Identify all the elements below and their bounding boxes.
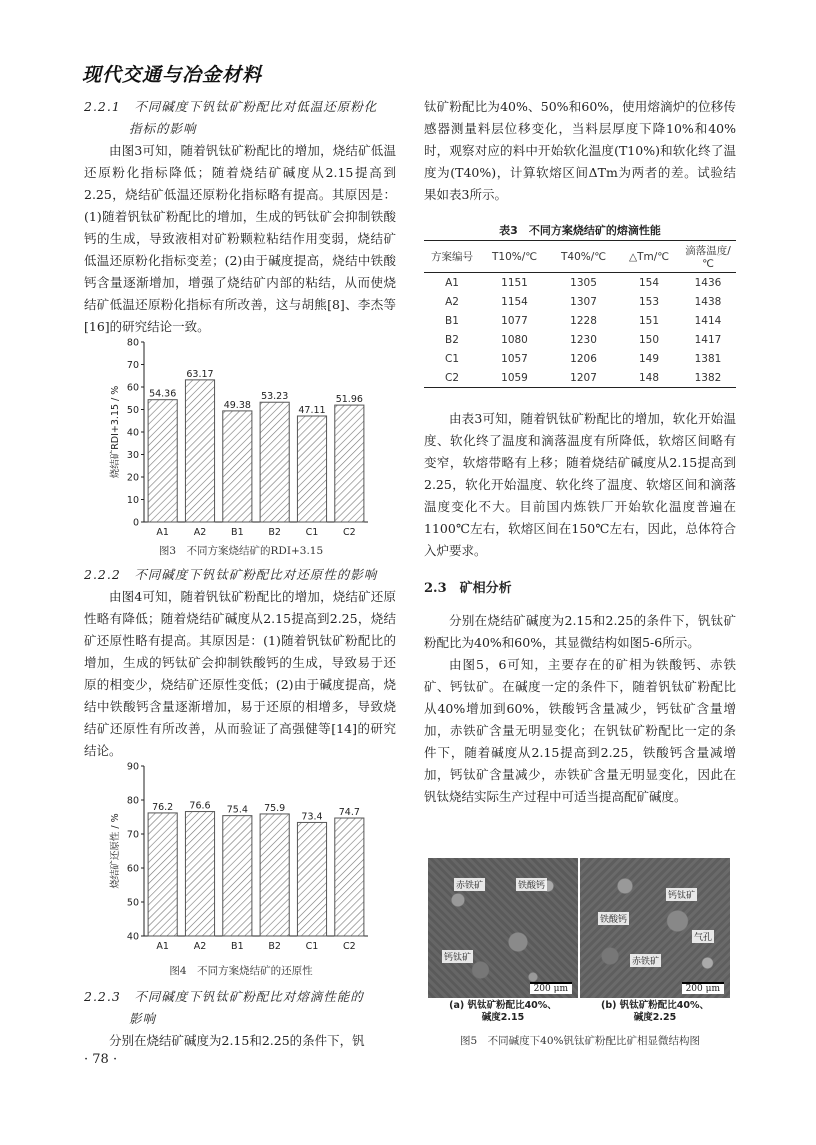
fig5-caption: 图5 不同碱度下40%钒钛矿粉配比矿相显微结构图 (459, 1035, 701, 1047)
table-cell: 1207 (549, 368, 618, 388)
table-cell: 148 (618, 368, 680, 388)
fig5-figure (428, 858, 730, 1026)
label-a-ferrite: 铁酸钙 (516, 878, 547, 891)
table-cell: 154 (639, 276, 660, 289)
table-3-title: 表3 不同方案烧结矿的熔滴性能 (499, 224, 661, 237)
table-row (424, 368, 736, 388)
label-a-hematite: 赤铁矿 (454, 878, 485, 891)
x-tick-label: A1 (156, 527, 169, 538)
section-2-2-1-title-cont: 指标的影响 (129, 121, 197, 136)
y-tick-label: 50 (126, 405, 139, 416)
bar (223, 816, 252, 936)
subcaption-b-line1: (b) 钒钛矿粉配比40%、 (600, 1000, 710, 1011)
y-axis-label: 烧结矿RDI+3.15 / % (110, 385, 121, 479)
y-tick-label: 0 (132, 517, 139, 529)
micrograph-b (580, 858, 730, 998)
scale-bar-b: 200 μm (682, 982, 724, 994)
x-tick-label: A2 (193, 941, 207, 952)
table-cell: 1436 (694, 276, 722, 289)
table-cell: A2 (445, 295, 459, 308)
section-2-2-3-paragraph: 分别在烧结矿碱度为2.15和2.25的条件下，钒 (109, 1033, 365, 1048)
subcaption-b-line2: 碱度2.25 (633, 1012, 677, 1023)
bar (335, 405, 364, 522)
scale-bar-a: 200 μm (530, 982, 572, 994)
page-number: · 78 · (84, 1052, 118, 1067)
table-cell: 151 (639, 314, 660, 327)
table-cell: B2 (445, 333, 459, 346)
table-row (424, 311, 736, 330)
data-label: 76.2 (152, 801, 174, 813)
fig3-caption: 图3 不同方案烧结矿的RDI+3.15 (158, 545, 324, 557)
bar (148, 400, 177, 522)
table-cell: 1417 (694, 333, 722, 346)
table-cell: 1057 (501, 352, 528, 365)
right-column-2 (424, 408, 736, 808)
table-row (424, 349, 736, 368)
left-column-2 (84, 564, 396, 762)
data-label: 54.36 (149, 388, 177, 400)
right-paragraph-4: 由图5，6可知，主要存在的矿相为铁酸钙、赤铁矿、钙钛矿。在碱度一定的条件下，随着钒钛矿粉配比从40%增加到60%，铁酸钙含量减少，钙钛矿含量增加，赤铁矿含量无明显变化；在钒钛矿粉配比一定的条件下，随着碱度从2.15提高到2.25，铁酸钙含量减增加，钙钛矿含量减少，赤铁矿含量无明显变化，因此在钒钛烧结实际生产过程中可适当提高配矿碱度。 (424, 657, 736, 804)
table-cell: 1059 (480, 368, 549, 388)
y-tick-label: 60 (126, 382, 139, 394)
table-cell: 1151 (501, 276, 528, 289)
y-tick-label: 70 (126, 829, 139, 841)
section-2-2-2-paragraph: 由图4可知，随着钒钛矿粉配比的增加，烧结矿还原性略有降低；随着烧结矿碱度从2.15提高到2.25，烧结矿还原性略有提高。其原因是：(1)随着钒钛矿粉配比的增加，生成的钙钛矿会抑制铁酸钙的生成，导致易于还原的相变少，烧结矿还原性变低；(2)由于碱度提高，烧结中铁酸钙含量逐渐增加，易于还原的相增多，导致烧结矿还原性有所改善，从而验证了高强健等[14]的研究结论。 (84, 589, 396, 758)
subcaption-b (580, 1000, 730, 1024)
table-cell: 1305 (570, 276, 597, 289)
x-tick-label: A1 (156, 941, 169, 952)
data-label: 76.6 (189, 800, 211, 812)
table-cell: 1230 (570, 333, 597, 346)
y-tick-label: 30 (126, 450, 139, 461)
x-tick-label: A2 (193, 527, 207, 538)
data-label: 49.38 (223, 399, 251, 411)
section-2-2-1-title: 2.2.1 不同碱度下钒钛矿粉配比对低温还原粉化 (84, 99, 378, 114)
table-cell: 1381 (694, 352, 722, 365)
x-tick-label: C1 (305, 527, 319, 538)
table-header-drip: 滴落温度/℃ (680, 241, 736, 273)
micrograph-a (428, 858, 578, 998)
label-b-ferrite: 铁酸钙 (598, 912, 629, 925)
y-tick-label: 50 (126, 897, 139, 909)
table-row (424, 292, 736, 311)
table-cell: 1414 (694, 314, 722, 327)
table-header-dtm: △Tm/℃ (618, 241, 680, 273)
right-column (424, 96, 736, 206)
left-column (84, 96, 396, 338)
data-label: 63.17 (186, 368, 214, 380)
table-cell: A1 (445, 276, 459, 289)
data-label: 53.23 (261, 391, 289, 403)
y-tick-label: 80 (126, 795, 139, 807)
x-tick-label: B1 (231, 527, 244, 538)
x-tick-label: B2 (268, 527, 281, 538)
table-cell: 1307 (570, 295, 597, 308)
x-tick-label: C2 (342, 941, 356, 952)
y-tick-label: 20 (126, 472, 139, 484)
bar (148, 813, 177, 936)
table-cell: 1206 (570, 352, 597, 365)
table-cell: 1080 (501, 333, 528, 346)
x-tick-label: B1 (231, 941, 244, 952)
fig4-caption: 图4 不同方案烧结矿的还原性 (169, 965, 313, 977)
section-2-3-title: 2.3 矿相分析 (424, 581, 512, 596)
left-column-3 (84, 986, 396, 1052)
bar (297, 822, 326, 936)
table-cell: 1382 (680, 368, 736, 388)
label-b-perovskite: 钙钛矿 (666, 888, 697, 901)
section-2-2-3-title: 2.2.3 不同碱度下钒钛矿粉配比对熔滴性能的 (84, 989, 364, 1004)
data-label: 75.9 (264, 802, 286, 814)
bar (260, 402, 289, 522)
table-cell: 1438 (694, 295, 722, 308)
table-row (424, 273, 736, 293)
journal-title: 现代交通与冶金材料 (82, 64, 263, 86)
x-tick-label: B2 (268, 941, 281, 952)
table-cell: B1 (445, 314, 459, 327)
table-cell: 150 (639, 333, 660, 346)
table-header-t40: T40%/℃ (549, 241, 618, 273)
section-2-2-2-title: 2.2.2 不同碱度下钒钛矿粉配比对还原性的影响 (84, 567, 378, 582)
data-label: 75.4 (226, 804, 248, 816)
x-tick-label: C1 (305, 941, 319, 952)
bar (335, 818, 364, 936)
table-header-scheme: 方案编号 (424, 241, 480, 273)
y-axis-label: 烧结矿还原性 / % (110, 813, 121, 889)
table-cell: C2 (424, 368, 480, 388)
right-paragraph-1: 钛矿粉配比为40%、50%和60%，使用熔滴炉的位移传感器测量料层位移变化，当料层厚度下降10%和40%时，观察对应的料中开始软化温度(T10%)和软化终了温度为(T40%)，计算软熔区间ΔTm为两者的差。试验结果如表3所示。 (424, 99, 736, 202)
table-row (424, 330, 736, 349)
table-cell: 1077 (501, 314, 528, 327)
y-tick-label: 60 (126, 863, 139, 875)
table-cell: 1228 (570, 314, 597, 327)
subcaption-a-line1: (a) 钒钛矿粉配比40%、 (449, 1000, 557, 1011)
y-tick-label: 80 (126, 337, 139, 349)
right-paragraph-2: 由表3可知，随着钒钛矿粉配比的增加，软化开始温度、软化终了温度和滴落温度有所降低，软熔区间略有变窄，软熔带略有上移；随着烧结矿碱度从2.15提高到2.25，软化开始温度、软化终了温度、软熔区间和滴落温度变化不大。目前国内炼铁厂开始软化温度普遍在1100℃左右，软熔区间在150℃左右，因此，总体符合入炉要求。 (424, 411, 736, 558)
fig3-chart (106, 332, 376, 544)
section-2-2-1-paragraph: 由图3可知，随着钒钛矿粉配比的增加，烧结矿低温还原粉化指标降低；随着烧结矿碱度从2.15提高到2.25，烧结矿低温还原粉化指标略有提高。其原因是：(1)随着钒钛矿粉配比的增加，生成的钙钛矿会抑制铁酸钙的生成，导致液相对矿粉颗粒粘结作用变弱，烧结矿低温还原粉化指标变差；(2)由于碱度提高，烧结中铁酸钙含量逐渐增加，增强了烧结矿内部的粘结，从而使烧结矿低温还原粉化指标有所改善，这与胡熊[8]、李杰等[16]的研究结论一致。 (84, 143, 396, 334)
y-tick-label: 40 (126, 931, 139, 943)
data-label: 74.7 (338, 807, 360, 819)
table-cell: C1 (444, 352, 459, 365)
label-a-perovskite: 钙钛矿 (442, 950, 473, 963)
y-tick-label: 10 (126, 495, 139, 506)
bar (297, 416, 326, 522)
table-cell: 1154 (501, 295, 528, 308)
bar (185, 380, 214, 522)
table-header-row (424, 241, 736, 273)
right-paragraph-3: 分别在烧结矿碱度为2.15和2.25的条件下，钒钛矿粉配比为40%和60%，其显微结构如图5-6所示。 (424, 613, 736, 650)
fig4-chart (106, 756, 376, 958)
bar (185, 812, 214, 936)
data-label: 51.96 (335, 394, 363, 406)
data-label: 73.4 (301, 811, 323, 823)
section-2-2-3-title-cont: 影响 (129, 1011, 157, 1026)
data-label: 47.11 (298, 405, 326, 417)
bar (260, 814, 289, 936)
label-b-hematite: 赤铁矿 (630, 954, 661, 967)
table-3 (424, 240, 736, 388)
x-tick-label: C2 (342, 527, 356, 538)
subcaption-a-line2: 碱度2.15 (481, 1012, 525, 1023)
subcaption-a (428, 1000, 578, 1024)
table-header-t10: T10%/℃ (480, 241, 549, 273)
y-tick-label: 40 (126, 427, 139, 439)
table-cell: 153 (639, 295, 660, 308)
label-b-pore: 气孔 (692, 930, 714, 943)
bar (223, 411, 252, 522)
y-tick-label: 90 (126, 761, 139, 773)
y-tick-label: 70 (126, 360, 139, 371)
table-cell: 149 (639, 352, 660, 365)
